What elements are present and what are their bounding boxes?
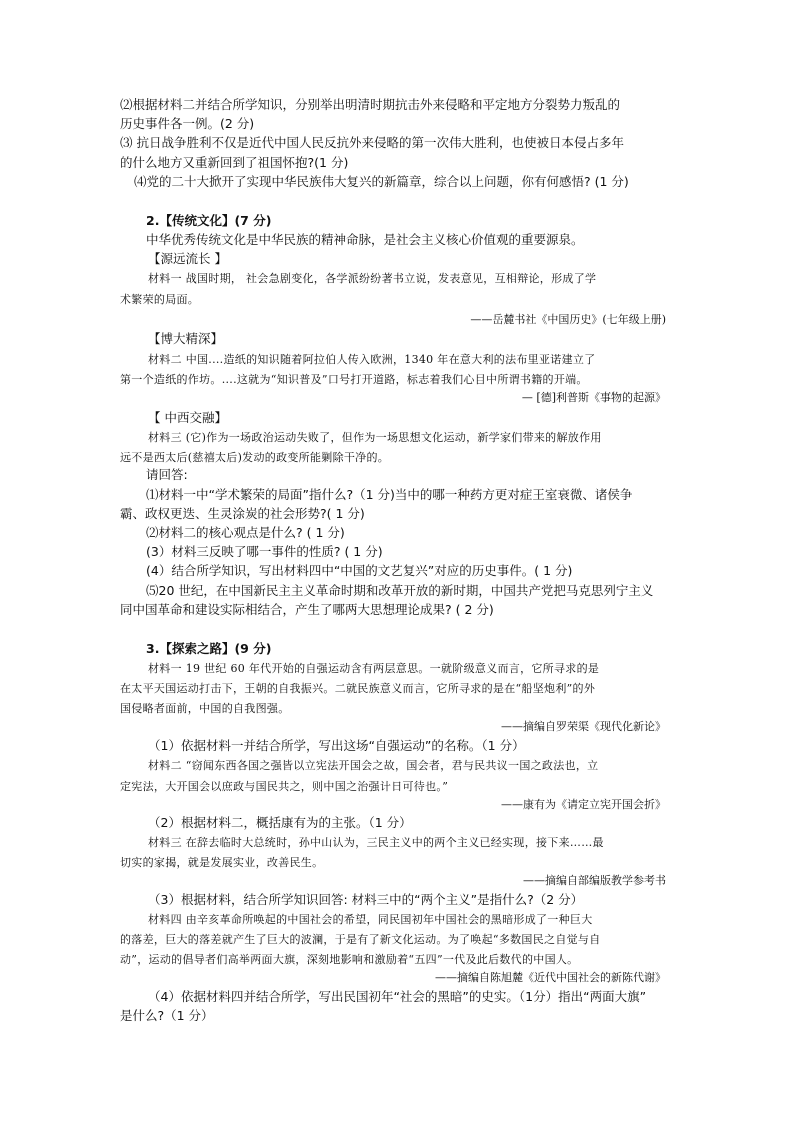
q2-intro: 中华优秀传统文化是中华民族的精神命脉，是社会主义核心价值观的重要源泉。 xyxy=(146,232,584,247)
q3-material2-line1: 材料二 “窃闻东西各国之强皆以立宪法开国会之故，国会者，君与民共议一国之政法也，立 xyxy=(148,759,599,772)
q2-material3-line2: 远不是西太后(慈禧太后)发动的政变所能剿除干净的。 xyxy=(120,451,390,464)
q2-material2-line2: 第一个造纸的作坊。....这就为“知识普及”口号打开道路，标志着我们心目中所谓书籍的开端。 xyxy=(120,373,588,386)
q2-material1-line2: 术繁荣的局面。 xyxy=(120,293,200,306)
q3-material3-line2: 切实的家揭，就是发展实业，改善民生。 xyxy=(120,856,324,869)
q2-section-boda: 【博大精深】 xyxy=(148,331,224,346)
q1-part2-line1: ⑵根据材料二并结合所学知识，分别举出明清时期抗击外来侵略和平定地方分裂势力叛乱的 xyxy=(120,97,621,112)
q3-sub4-line1: （4）依据材料四并结合所学，写出民国初年“社会的黑暗”的史实。（1分）指出“两面大旗” xyxy=(148,989,647,1004)
q3-material1-source: ——摘编自罗荣渠《现代化新论》 xyxy=(501,720,666,733)
q3-title: 3.【探索之路】(9 分) xyxy=(146,641,272,656)
q1-part3-line1: ⑶ 抗日战争胜利不仅是近代中国人民反抗外来侵略的第一次伟大胜利，也使被日本侵占多年 xyxy=(120,135,624,150)
q2-section-yuanyuan: 【源远流长 】 xyxy=(148,251,227,266)
q2-material2-source: — [德]利普斯《事物的起源》 xyxy=(521,391,666,404)
q3-material3-line1: 材料三 在辞去临时大总统时，孙中山认为，三民主义中的两个主义已经实现，接下来……最 xyxy=(148,836,604,849)
q3-sub2: （2）根据材料二，概括康有为的主张。（1 分） xyxy=(148,815,412,830)
q2-sub5-line1: ⑸20 世纪，在中国新民主主义革命时期和改革开放的新时期，中国共产党把马克思列宁主义 xyxy=(146,583,654,598)
q2-material2-line1: 材料二 中国....造纸的知识随着阿拉伯人传入欧洲，1340 年在意大利的法布里亚诺建立了 xyxy=(148,353,596,366)
q1-part3-line2: 的什么地方又重新回到了祖国怀抱?(1 分) xyxy=(120,155,349,170)
q1-part2-line2: 历史事件各一例。(2 分) xyxy=(120,116,255,131)
q3-sub4-line2: 是什么?（1 分） xyxy=(120,1008,214,1023)
q3-material1-line1: 材料一 19 世纪 60 年代开始的自强运动含有两层意思。一就阶级意义而言，它所寻求的是 xyxy=(148,662,600,675)
q2-material1-line1: 材料一 战国时期， 社会急剧变化，各学派纷纷著书立说，发表意见，互相辩论，形成了学 xyxy=(148,272,597,285)
q2-sub4: (4）结合所学知识，写出材料四中“中国的文艺复兴”对应的历史事件。( 1 分) xyxy=(146,563,573,578)
q3-material2-source: ——康有为《请定立宪开国会折》 xyxy=(501,798,666,811)
q2-title: 2.【传统文化】(7 分) xyxy=(146,213,272,228)
q2-sub2: ⑵材料二的核心观点是什么? ( 1 分) xyxy=(146,525,345,540)
q3-material4-line3: 动”，运动的倡导者们高举两面大旗，深刻地影响和激励着“五四”一代及此后数代的中国人。 xyxy=(120,953,579,966)
q2-sub1-line1: ⑴材料一中“学术繁荣的局面”指什么?（1 分)当中的哪一种药方更对症王室衰微、诸侯争 xyxy=(146,487,633,502)
q3-material4-line1: 材料四 由辛亥革命所唤起的中国社会的希望，同民国初年中国社会的黑暗形成了一种巨大 xyxy=(148,913,593,926)
q3-material1-line3: 国侵略者面前，中国的自我图强。 xyxy=(120,702,290,715)
q3-material3-source: ——摘编自部编版教学参考书 xyxy=(523,874,666,887)
q3-sub3: （3）根据材料，结合所学知识回答: 材料三中的“两个主义”是指什么?（2 分） xyxy=(148,892,584,907)
q3-material1-line2: 在太平天国运动打击下，王朝的自我振兴。二就民族意义而言，它所寻求的是在“船坚炮利”的外 xyxy=(120,682,596,695)
q2-sub1-line2: 霸、政权更迭、生灵涂炭的社会形势?( 1 分) xyxy=(120,506,365,521)
q2-material3-line1: 材料三 (它)作为一场政治运动失败了，但作为一场思想文化运动，新学家们带来的解放作用 xyxy=(148,431,602,444)
q3-material4-source: ——摘编自陈旭麓《近代中国社会的新陈代谢》 xyxy=(435,971,666,984)
q3-sub1: （1）依据材料一并结合所学，写出这场“自强运动”的名称。（1 分） xyxy=(148,738,525,753)
q2-section-zhongxi: 【 中西交融】 xyxy=(148,410,227,425)
q1-part4: ⑷党的二十大掀开了实现中华民族伟大复兴的新篇章，综合以上问题，你有何感悟? (1 分) xyxy=(134,174,629,189)
q2-sub5-line2: 同中国革命和建设实际相结合，产生了哪两大思想理论成果? ( 2 分) xyxy=(120,602,494,617)
q2-sub3: (3）材料三反映了哪一事件的性质? ( 1 分) xyxy=(146,544,383,559)
q2-material1-source: ——岳麓书社《中国历史》(七年级上册) xyxy=(470,313,666,326)
q2-ask: 请回答: xyxy=(146,467,188,482)
q3-material4-line2: 的落差，巨大的落差就产生了巨大的波澜，于是有了新文化运动。为了唤起“多数国民之自觉与自 xyxy=(120,933,601,946)
q3-material2-line2: 定宪法，大开国会以庶政与国民共之，则中国之治强计日可待也。” xyxy=(120,780,449,793)
